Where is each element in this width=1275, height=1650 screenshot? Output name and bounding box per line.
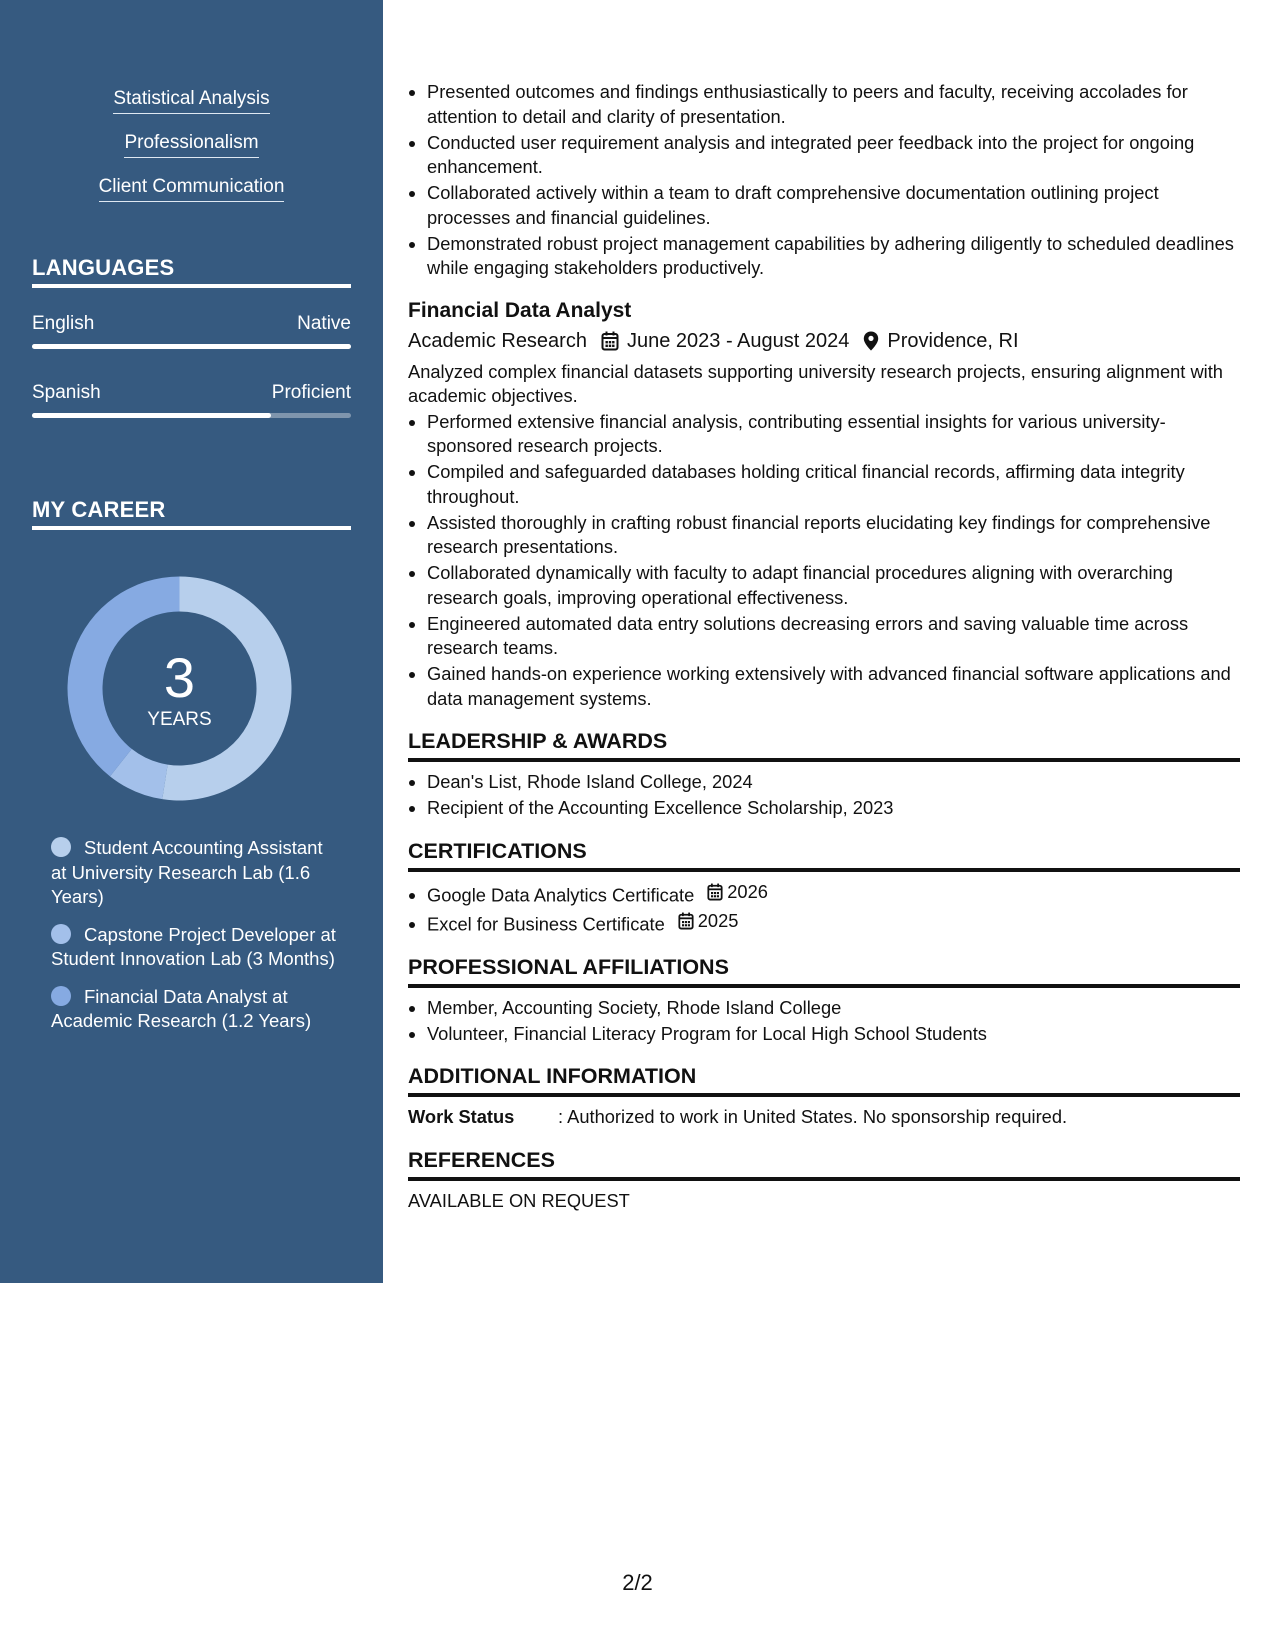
- language-name: Spanish: [32, 382, 101, 403]
- skill-item: Client Communication: [99, 174, 285, 202]
- list-item: • Assisted thoroughly in crafting robust financial reports elucidating key findings for comprehensive research presentations.: [427, 511, 1240, 560]
- sidebar: [0, 0, 383, 1283]
- career-legend-item: [51, 923, 336, 972]
- leadership-list: [408, 770, 1240, 821]
- list-item: • Dean's List, Rhode Island College, 2024: [427, 770, 1240, 795]
- list-item: • Collaborated actively within a team to draft comprehensive documentation outlining project processes and financial guidelines.: [427, 181, 1240, 230]
- job-dates: June 2023 - August 2024: [626, 329, 850, 352]
- language-row-spanish: [32, 382, 351, 404]
- language-name: English: [32, 313, 95, 334]
- job-meta: [408, 327, 1240, 355]
- career-legend-item: [51, 836, 336, 910]
- certification-year: 2026: [727, 880, 768, 902]
- certification-name: Excel for Business Certificate: [427, 913, 665, 934]
- language-bar-spanish: [32, 413, 351, 418]
- language-bar-english: [32, 344, 351, 349]
- certifications-list: [408, 880, 1240, 937]
- location-pin-icon: [863, 331, 879, 351]
- language-bar-fill: [32, 344, 351, 349]
- job-company: Academic Research: [408, 329, 587, 352]
- list-item: • Presented outcomes and findings enthusiastically to peers and faculty, receiving accolades for attention to detail and clarity of presentation.: [427, 80, 1240, 129]
- certification-year: 2025: [697, 909, 739, 931]
- list-item: • Conducted user requirement analysis and integrated peer feedback into the project for ongoing enhancement.: [427, 131, 1240, 180]
- language-level: Native: [297, 313, 351, 334]
- career-legend: [51, 836, 336, 1047]
- list-item: • Compiled and safeguarded databases holding critical financial records, affirming data integrity throughout.: [427, 460, 1240, 509]
- languages-heading: LANGUAGES: [32, 255, 351, 288]
- list-item: • Collaborated dynamically with faculty to adapt financial procedures aligning with overarching research goals, improving operational effectiveness.: [427, 561, 1240, 610]
- list-item: • Gained hands-on experience working extensively with advanced financial software applications and data management systems.: [427, 662, 1240, 711]
- skills-list: [0, 86, 383, 218]
- certification-name: Google Data Analytics Certificate: [427, 883, 695, 905]
- skill-item: Statistical Analysis: [113, 86, 269, 114]
- career-heading: MY CAREER: [32, 497, 351, 530]
- career-legend-item: [51, 985, 336, 1034]
- list-item: [427, 880, 1240, 908]
- references-heading: REFERENCES: [408, 1146, 1240, 1181]
- legend-dot-icon: [51, 986, 71, 1006]
- language-level: Proficient: [271, 382, 351, 403]
- list-item: • Demonstrated robust project management capabilities by adhering diligently to scheduled deadlines while engaging stakeholders productively.: [427, 232, 1240, 281]
- calendar-icon: [678, 912, 694, 930]
- calendar-icon: [707, 883, 723, 901]
- list-item: • Performed extensive financial analysis, contributing essential insights for various university-sponsored research projects.: [427, 410, 1240, 459]
- list-item: • Recipient of the Accounting Excellence Scholarship, 2023: [427, 796, 1240, 821]
- references-text: AVAILABLE ON REQUEST: [408, 1189, 630, 1211]
- career-item-text: Capstone Project Developer at Student Innovation Lab (3 Months): [51, 923, 336, 969]
- skill-item: Professionalism: [124, 130, 258, 158]
- job-summary: Analyzed complex financial datasets supporting university research projects, ensuring alignment with academic objectives.: [408, 360, 1223, 406]
- legend-dot-icon: [51, 837, 71, 857]
- career-item-text: Financial Data Analyst at Academic Research (1.2 Years): [51, 985, 312, 1031]
- list-item: • Member, Accounting Society, Rhode Island College: [427, 996, 1240, 1021]
- calendar-icon: [601, 331, 619, 351]
- work-status-value: : Authorized to work in United States. No sponsorship required.: [558, 1106, 1068, 1127]
- job-title: Financial Data Analyst: [408, 298, 632, 322]
- list-item: • Volunteer, Financial Literacy Program for Local High School Students: [427, 1022, 1240, 1047]
- job-location: Providence, RI: [887, 329, 1019, 352]
- page-number: 2/2: [622, 1570, 653, 1595]
- main-content: [408, 80, 1240, 1213]
- work-status-row: [408, 1105, 1240, 1130]
- career-item-text: Student Accounting Assistant at University Research Lab (1.6 Years): [51, 837, 323, 907]
- career-total-years: 3: [163, 646, 196, 709]
- affiliations-list: [408, 996, 1240, 1047]
- language-row-english: [32, 313, 351, 335]
- additional-info-heading: ADDITIONAL INFORMATION: [408, 1062, 1240, 1097]
- career-total-unit: YEARS: [147, 709, 212, 730]
- affiliations-heading: PROFESSIONAL AFFILIATIONS: [408, 953, 1240, 988]
- work-status-label: Work Status: [408, 1106, 515, 1127]
- list-item: [427, 909, 1240, 937]
- job-bullets: [408, 410, 1240, 712]
- leadership-heading: LEADERSHIP & AWARDS: [408, 727, 1240, 762]
- language-bar-fill: [32, 413, 271, 418]
- previous-job-bullets: [408, 80, 1240, 281]
- list-item: • Engineered automated data entry solutions decreasing errors and saving valuable time across research teams.: [427, 612, 1240, 661]
- certifications-heading: CERTIFICATIONS: [408, 837, 1240, 872]
- legend-dot-icon: [51, 924, 71, 944]
